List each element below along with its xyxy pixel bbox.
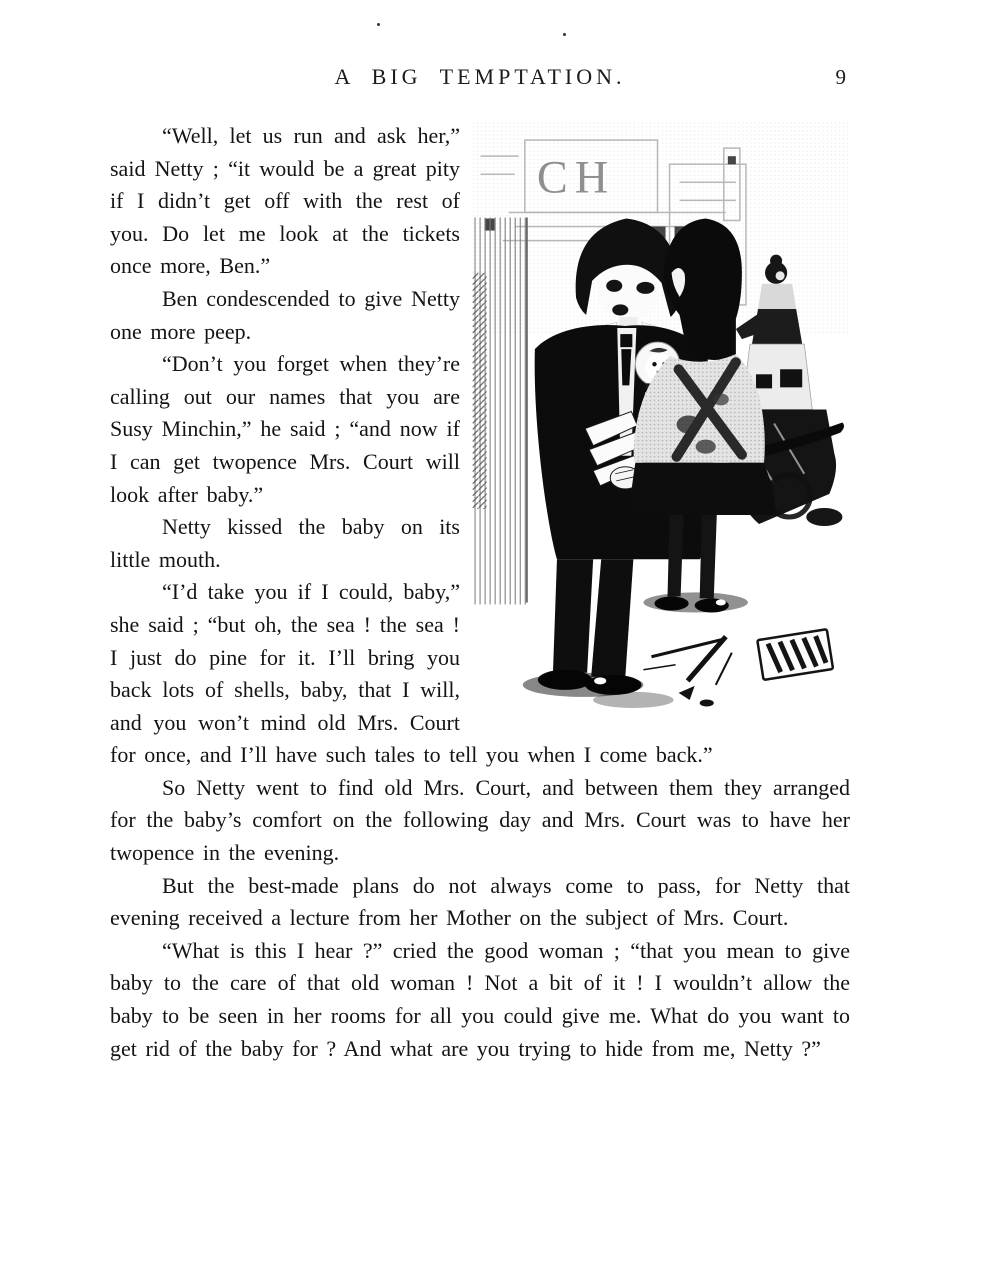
paragraph: So Netty went to find old Mrs. Court, and between them they arranged for the baby’s comfort on the following day and Mrs. Court was to have her twopence in the evening. (110, 774, 850, 866)
paragraph: “What is this I hear ?” cried the good woman ; “that you mean to give baby to the care of that old woman ! Not a bit of it ! I wouldn’t allow the baby to be seen in her rooms for all you could give me. What do you want to get rid of the baby for ? And what are you trying to hide from me, Netty ?” (110, 937, 850, 1061)
ground-debris (643, 629, 833, 706)
page-body (110, 120, 850, 1065)
grate (757, 629, 833, 680)
paragraph: But the best-made plans do not always come to pass, for Netty that evening received a lecture from her Mother on the subject of Mrs. Court. (110, 872, 850, 931)
paragraph: Ben condescended to give Netty one more peep. (110, 285, 460, 344)
page-number: 9 (835, 65, 846, 89)
shop-sign-text: CH (536, 151, 616, 203)
paragraph: “I’d take you if I could, baby,” she said ; “but oh, the sea ! the sea ! I just do pine for it. I’ll bring you back lots of shells, baby, that I will, and you won’t mind old Mrs. Court for once, and I’ll have such tales to tell you when I come back.” (110, 579, 713, 768)
scan-speck (377, 23, 380, 26)
story-illustration (472, 122, 850, 710)
paragraph: Netty kissed the baby on its little mouth. (110, 514, 460, 572)
paragraph: “Don’t you forget when they’re calling out our names that you are Susy Minchin,” he said ; “and now if I can get twopence Mrs. Court will look after baby.” (110, 351, 460, 507)
page-header (110, 64, 850, 94)
scan-speck (563, 33, 566, 36)
running-title: A BIG TEMPTATION. (334, 64, 626, 89)
page-content (110, 64, 850, 1065)
paragraph: “Well, let us run and ask her,” said Netty ; “it would be a great pity if I didn’t get off with the rest of you. Do let me look at the tickets once more, Ben.” (110, 123, 460, 279)
